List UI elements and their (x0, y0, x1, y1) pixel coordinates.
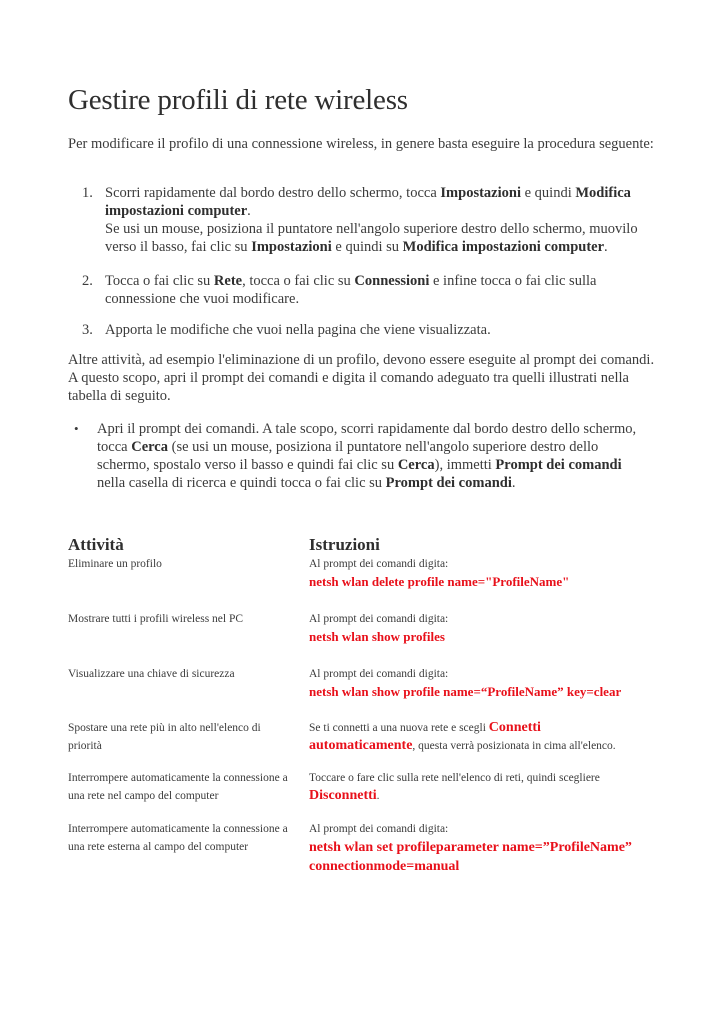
table-task-cell: Eliminare un profilo (68, 558, 162, 570)
command-text: netsh wlan show profiles (309, 629, 445, 644)
table-instruction-cell: Al prompt dei comandi digita: netsh wlan set profileparameter name=”ProfileName” connectionmode=manual (309, 820, 654, 876)
table-task-cell: Mostrare tutti i profili wireless nel PC (68, 613, 244, 625)
table-task-cell: Visualizzare una chiave di sicurezza (68, 668, 235, 680)
table-task-cell: Spostare una rete più in alto nell'elenco di priorità (68, 722, 261, 752)
highlight-text: Connetti automaticamente (309, 720, 541, 753)
table-instruction-cell: Al prompt dei comandi digita: netsh wlan delete profile name="ProfileName" (309, 555, 649, 591)
step-number: 3. (82, 322, 93, 338)
table-task-cell: Interrompere automaticamente la connessione a una rete esterna al campo del computer (68, 823, 288, 853)
command-text: netsh wlan show profile name=“ProfileName” key=clear (309, 684, 622, 699)
table-instruction-cell: Se ti connetti a una nuova rete e scegli Connetti automaticamente, questa verrà posizionata in cima all'elenco. (309, 720, 616, 753)
table-instruction-cell: Al prompt dei comandi digita: netsh wlan show profiles (309, 610, 649, 646)
other-tasks-paragraph: Altre attività, ad esempio l'eliminazione di un profilo, devono essere eseguite al prompt dei comandi. A questo scopo, apri il prompt dei comandi e digita il comando adeguato tra quelli illustrati nella tabella di seguito. (68, 352, 655, 404)
command-text: netsh wlan delete profile name="ProfileName" (309, 574, 570, 589)
highlight-text: Disconnetti (309, 788, 377, 803)
step-text: Tocca o fai clic su Rete, tocca o fai clic su Connessioni e infine tocca o fai clic sulla connessione che vuoi modificare. (105, 273, 597, 307)
table-instruction-cell: Al prompt dei comandi digita: netsh wlan show profile name=“ProfileName” key=clear (309, 665, 649, 701)
page-title: Gestire profili di rete wireless (68, 84, 408, 116)
table-header-instructions: Istruzioni (309, 535, 380, 554)
step-text: Apporta le modifiche che vuoi nella pagina che viene visualizzata. (105, 322, 491, 338)
step-text: Scorri rapidamente dal bordo destro dello schermo, tocca Impostazioni e quindi Modifica impostazioni computer. Se usi un mouse, posiziona il puntatore nell'angolo superiore destro dello schermo, muovilo verso il basso, fai clic su Impostazioni e quindi su Modifica impostazioni computer. (105, 185, 638, 255)
table-instruction-cell: Toccare o fare clic sulla rete nell'elenco di reti, quindi scegliere Disconnetti. (309, 772, 600, 803)
step-number: 1. (82, 185, 93, 201)
intro-paragraph: Per modificare il profilo di una connessione wireless, in genere basta eseguire la procedura seguente: (68, 136, 654, 152)
table-header-task: Attività (68, 535, 124, 554)
bullet-icon: • (74, 421, 79, 436)
table-task-cell: Interrompere automaticamente la connessione a una rete nel campo del computer (68, 772, 288, 802)
bullet-text: Apri il prompt dei comandi. A tale scopo, scorri rapidamente dal bordo destro dello schermo, tocca Cerca (se usi un mouse, posiziona il puntatore nell'angolo superiore destro dello schermo, spostalo verso il basso e quindi fai clic su Cerca), immetti Prompt dei comandi nella casella di ricerca e quindi tocca o fai clic su Prompt dei comandi. (97, 421, 637, 491)
command-text: netsh wlan set profileparameter name=”ProfileName” connectionmode=manual (309, 840, 632, 874)
step-number: 2. (82, 273, 93, 289)
